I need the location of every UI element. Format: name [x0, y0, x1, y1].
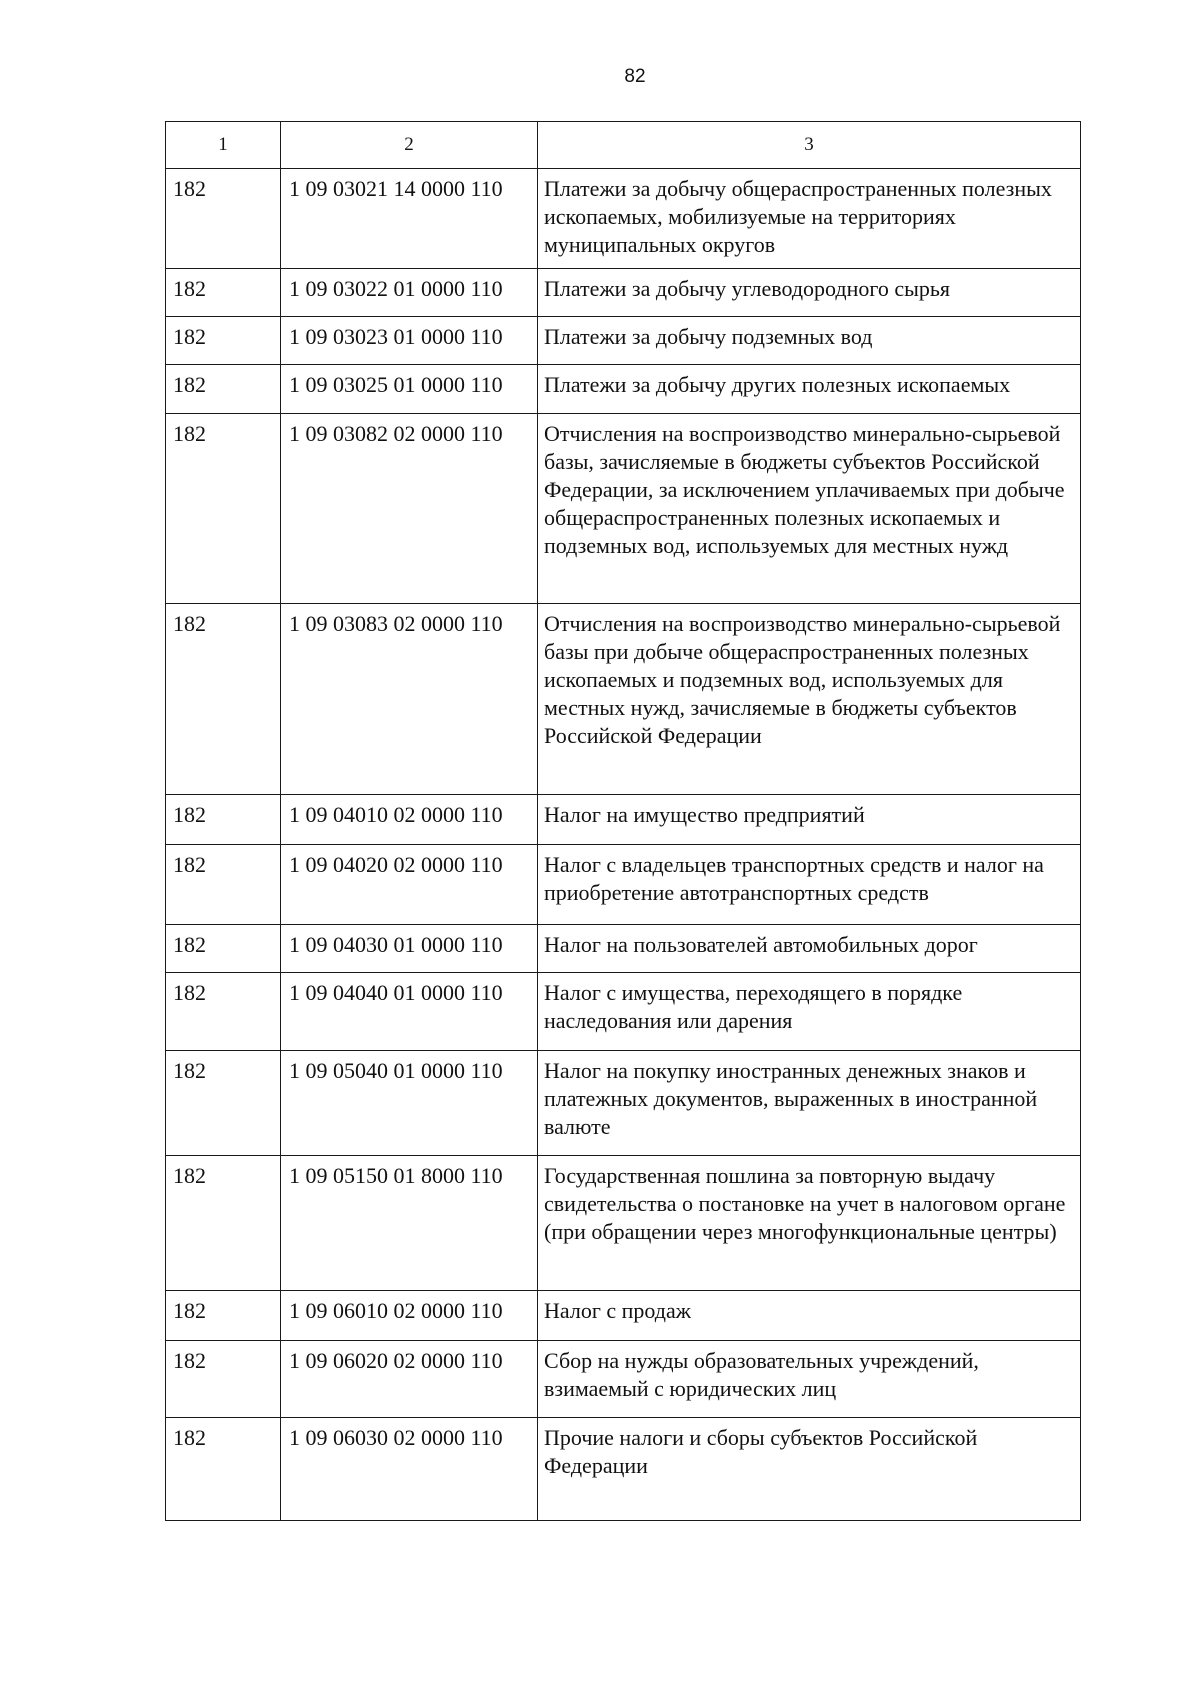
- revenue-name-cell: Сбор на нужды образовательных учреждений, взимаемый с юридических лиц: [538, 1341, 1081, 1418]
- table-row: [166, 414, 1081, 604]
- column-header-3: 3: [538, 122, 1081, 169]
- revenue-code-cell: 1 09 03082 02 0000 110: [281, 414, 538, 604]
- table-row: [166, 1156, 1081, 1291]
- revenue-code-cell: 1 09 04010 02 0000 110: [281, 795, 538, 845]
- admin-code-cell: 182: [166, 414, 281, 604]
- table-row: [166, 795, 1081, 845]
- revenue-code-cell: 1 09 06030 02 0000 110: [281, 1418, 538, 1521]
- revenue-code-cell: 1 09 04030 01 0000 110: [281, 925, 538, 973]
- admin-code-cell: 182: [166, 1341, 281, 1418]
- revenue-name-cell: Отчисления на воспроизводство минерально-сырьевой базы, зачисляемые в бюджеты субъектов Российской Федерации, за исключением уплачиваемых при добыче общераспространенных полезных ископаемых и подземных вод, используемых для местных нужд: [538, 414, 1081, 604]
- admin-code-cell: 182: [166, 365, 281, 414]
- table-row: [166, 317, 1081, 365]
- revenue-name-cell: Платежи за добычу углеводородного сырья: [538, 269, 1081, 317]
- table-row: [166, 1291, 1081, 1341]
- page-number: 82: [624, 66, 646, 87]
- table-body: [166, 169, 1081, 1521]
- table-row: [166, 925, 1081, 973]
- table-row: [166, 1051, 1081, 1156]
- revenue-codes-table: [165, 121, 1081, 1521]
- revenue-code-cell: 1 09 04020 02 0000 110: [281, 845, 538, 925]
- revenue-name-cell: Платежи за добычу общераспространенных полезных ископаемых, мобилизуемые на территориях муниципальных округов: [538, 169, 1081, 269]
- revenue-name-cell: Налог на покупку иностранных денежных знаков и платежных документов, выраженных в иностранной валюте: [538, 1051, 1081, 1156]
- admin-code-cell: 182: [166, 845, 281, 925]
- revenue-name-cell: Прочие налоги и сборы субъектов Российской Федерации: [538, 1418, 1081, 1521]
- table-row: [166, 604, 1081, 795]
- revenue-code-cell: 1 09 03025 01 0000 110: [281, 365, 538, 414]
- revenue-name-cell: Платежи за добычу подземных вод: [538, 317, 1081, 365]
- revenue-name-cell: Налог с продаж: [538, 1291, 1081, 1341]
- table-row: [166, 1341, 1081, 1418]
- admin-code-cell: 182: [166, 317, 281, 365]
- admin-code-cell: 182: [166, 925, 281, 973]
- table-header: [166, 122, 1081, 169]
- revenue-name-cell: Налог с владельцев транспортных средств и налог на приобретение автотранспортных средств: [538, 845, 1081, 925]
- revenue-code-cell: 1 09 06010 02 0000 110: [281, 1291, 538, 1341]
- admin-code-cell: 182: [166, 169, 281, 269]
- table-row: [166, 365, 1081, 414]
- admin-code-cell: 182: [166, 973, 281, 1051]
- table-row: [166, 1418, 1081, 1521]
- revenue-code-cell: 1 09 04040 01 0000 110: [281, 973, 538, 1051]
- table-row: [166, 973, 1081, 1051]
- revenue-name-cell: Налог на пользователей автомобильных дорог: [538, 925, 1081, 973]
- table-row: [166, 269, 1081, 317]
- revenue-code-cell: 1 09 03021 14 0000 110: [281, 169, 538, 269]
- admin-code-cell: 182: [166, 1156, 281, 1291]
- table-row: [166, 845, 1081, 925]
- revenue-code-cell: 1 09 03023 01 0000 110: [281, 317, 538, 365]
- admin-code-cell: 182: [166, 1418, 281, 1521]
- revenue-name-cell: Налог с имущества, переходящего в порядке наследования или дарения: [538, 973, 1081, 1051]
- revenue-name-cell: Налог на имущество предприятий: [538, 795, 1081, 845]
- revenue-code-cell: 1 09 05150 01 8000 110: [281, 1156, 538, 1291]
- header-row: [166, 122, 1081, 169]
- revenue-name-cell: Государственная пошлина за повторную выдачу свидетельства о постановке на учет в налоговом органе (при обращении через многофункциональные центры): [538, 1156, 1081, 1291]
- revenue-name-cell: Платежи за добычу других полезных ископаемых: [538, 365, 1081, 414]
- admin-code-cell: 182: [166, 1051, 281, 1156]
- admin-code-cell: 182: [166, 604, 281, 795]
- column-header-2: 2: [281, 122, 538, 169]
- admin-code-cell: 182: [166, 269, 281, 317]
- table-row: [166, 169, 1081, 269]
- revenue-code-cell: 1 09 05040 01 0000 110: [281, 1051, 538, 1156]
- admin-code-cell: 182: [166, 1291, 281, 1341]
- revenue-code-cell: 1 09 03083 02 0000 110: [281, 604, 538, 795]
- revenue-code-cell: 1 09 03022 01 0000 110: [281, 269, 538, 317]
- admin-code-cell: 182: [166, 795, 281, 845]
- revenue-name-cell: Отчисления на воспроизводство минерально-сырьевой базы при добыче общераспространенных полезных ископаемых и подземных вод, используемых для местных нужд, зачисляемые в бюджеты субъектов Российской Федерации: [538, 604, 1081, 795]
- revenue-code-cell: 1 09 06020 02 0000 110: [281, 1341, 538, 1418]
- column-header-1: 1: [166, 122, 281, 169]
